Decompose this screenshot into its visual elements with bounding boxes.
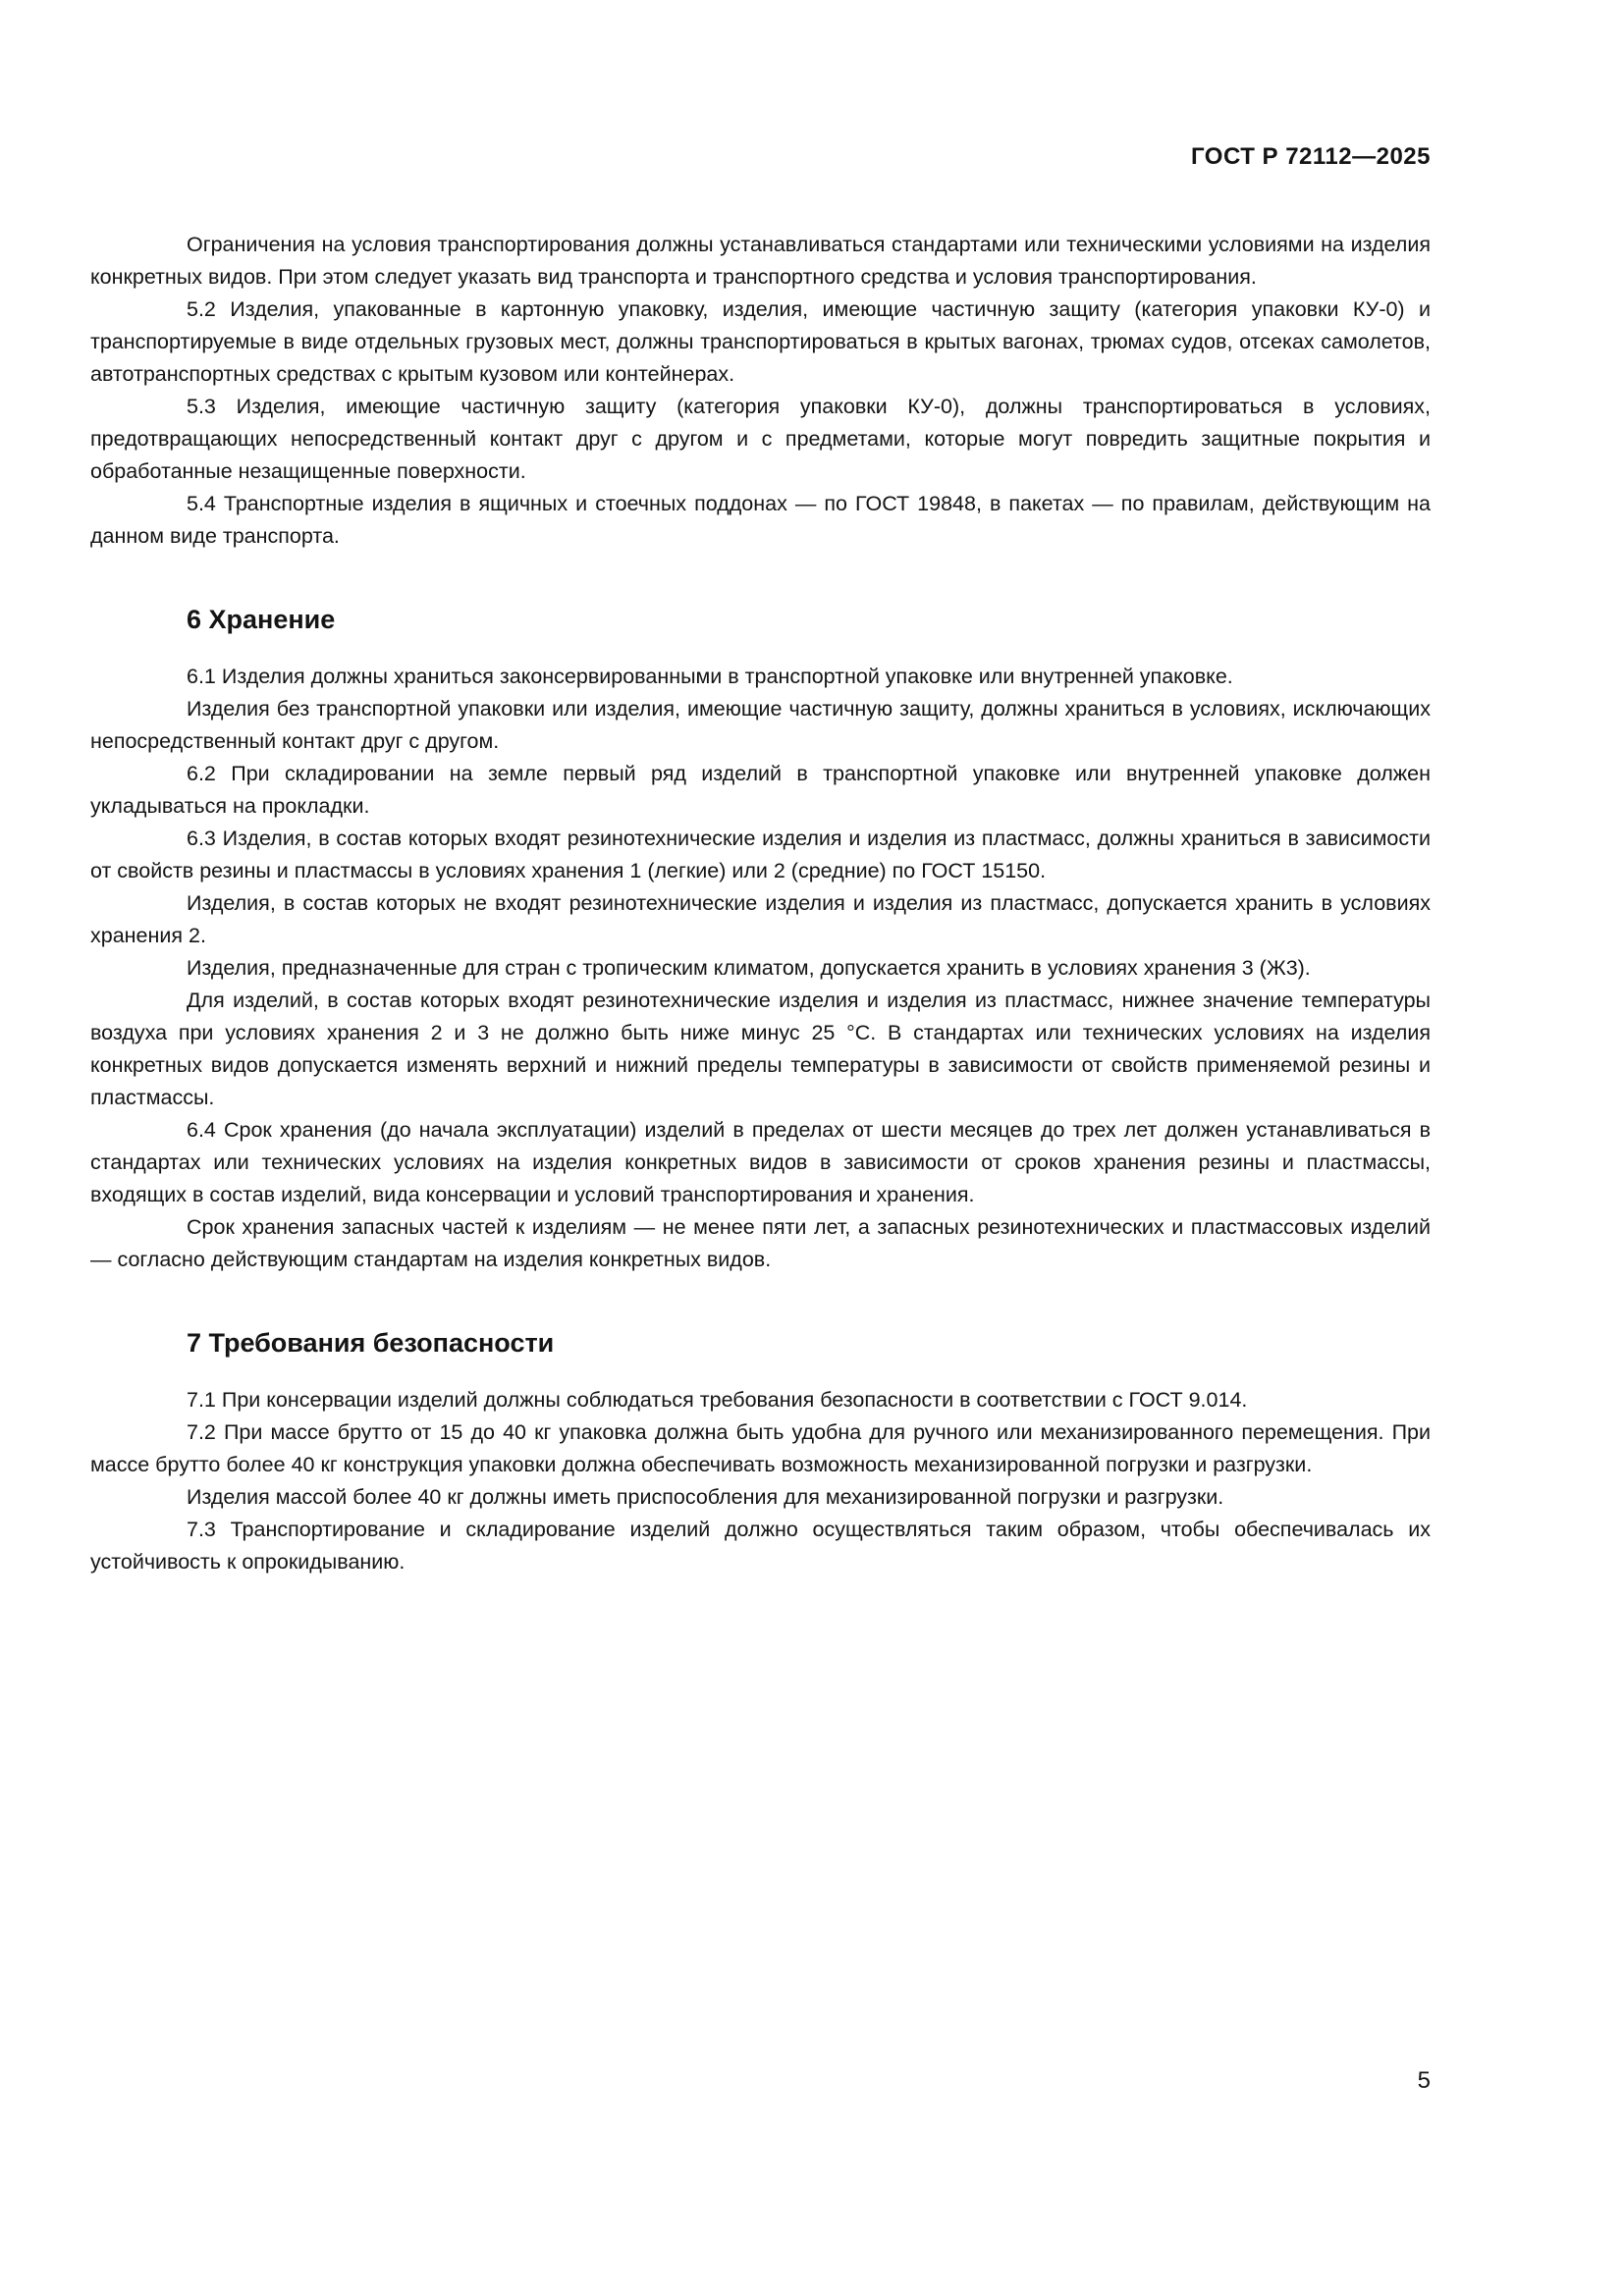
paragraph: Изделия без транспортной упаковки или изделия, имеющие частичную защиту, должны храниться в условиях, исключающих непосредственный контакт друг с другом. bbox=[90, 697, 1431, 753]
section-heading: 7 Требования безопасности bbox=[187, 1328, 555, 1358]
page-number: 5 bbox=[1417, 2067, 1431, 2094]
paragraph: 6.4 Срок хранения (до начала эксплуатации) изделий в пределах от шести месяцев до трех лет должен устанавливаться в стандартах или технических условиях на изделия конкретных видов в зависимости от сроков хранения резины и пластмассы, входящих в состав изделий, вида консервации и условий транспортирования и хранения. bbox=[90, 1118, 1431, 1206]
paragraph: 5.3 Изделия, имеющие частичную защиту (категория упаковки КУ-0), должны транспортироваться в условиях, предотвращающих непосредственный контакт друг с другом и с предметами, которые могут повредить защитные покрытия и обработанные незащищенные поверхности. bbox=[90, 395, 1431, 483]
paragraph: Изделия массой более 40 кг должны иметь приспособления для механизированной погрузки и разгрузки. bbox=[187, 1485, 1224, 1509]
paragraph: Ограничения на условия транспортирования должны устанавливаться стандартами или техническими условиями на изделия конкретных видов. При этом следует указать вид транспорта и транспортного средства и условия транспортирования. bbox=[90, 233, 1431, 289]
standard-designation-header: ГОСТ Р 72112—2025 bbox=[1191, 143, 1431, 170]
paragraph: 5.4 Транспортные изделия в ящичных и стоечных поддонах — по ГОСТ 19848, в пакетах — по правилам, действующим на данном виде транспорта. bbox=[90, 492, 1431, 548]
paragraph: 6.2 При складировании на земле первый ряд изделий в транспортной упаковке или внутренней упаковке должен укладываться на прокладки. bbox=[90, 762, 1431, 818]
paragraph: Изделия, предназначенные для стран с тропическим климатом, допускается хранить в условиях хранения 3 (Ж3). bbox=[187, 956, 1311, 980]
document-body bbox=[90, 229, 1431, 1578]
paragraph: Изделия, в состав которых не входят резинотехнические изделия и изделия из пластмасс, допускается хранить в условиях хранения 2. bbox=[90, 891, 1431, 947]
paragraph: 7.3 Транспортирование и складирование изделий должно осуществляться таким образом, чтобы обеспечивалась их устойчивость к опрокидыванию. bbox=[90, 1518, 1431, 1574]
paragraph: 6.3 Изделия, в состав которых входят резинотехнические изделия и изделия из пластмасс, должны храниться в зависимости от свойств резины и пластмассы в условиях хранения 1 (легкие) или 2 (средние) по ГОСТ 15150. bbox=[90, 827, 1431, 882]
paragraph: Для изделий, в состав которых входят резинотехнические изделия и изделия из пластмасс, нижнее значение температуры воздуха при условиях хранения 2 и 3 не должно быть ниже минус 25 °С. В стандартах или технических условиях на изделия конкретных видов допускается изменять верхний и нижний пределы температуры в зависимости от свойств применяемой резины и пластмассы. bbox=[90, 988, 1431, 1109]
paragraph: Срок хранения запасных частей к изделиям — не менее пяти лет, а запасных резинотехнических и пластмассовых изделий — согласно действующим стандартам на изделия конкретных видов. bbox=[90, 1215, 1431, 1271]
paragraph: 7.2 При массе брутто от 15 до 40 кг упаковка должна быть удобна для ручного или механизированного перемещения. При массе брутто более 40 кг конструкция упаковки должна обеспечивать возможность механизированной погрузки и разгрузки. bbox=[90, 1420, 1431, 1476]
paragraph: 7.1 При консервации изделий должны соблюдаться требования безопасности в соответствии с ГОСТ 9.014. bbox=[187, 1388, 1248, 1412]
section-heading: 6 Хранение bbox=[187, 605, 336, 634]
paragraph: 5.2 Изделия, упакованные в картонную упаковку, изделия, имеющие частичную защиту (категория упаковки КУ-0) и транспортируемые в виде отдельных грузовых мест, должны транспортироваться в крытых вагонах, трюмах судов, отсеках самолетов, автотранспортных средствах с крытым кузовом или контейнерах. bbox=[90, 297, 1431, 386]
paragraph: 6.1 Изделия должны храниться законсервированными в транспортной упаковке или внутренней упаковке. bbox=[187, 665, 1233, 688]
